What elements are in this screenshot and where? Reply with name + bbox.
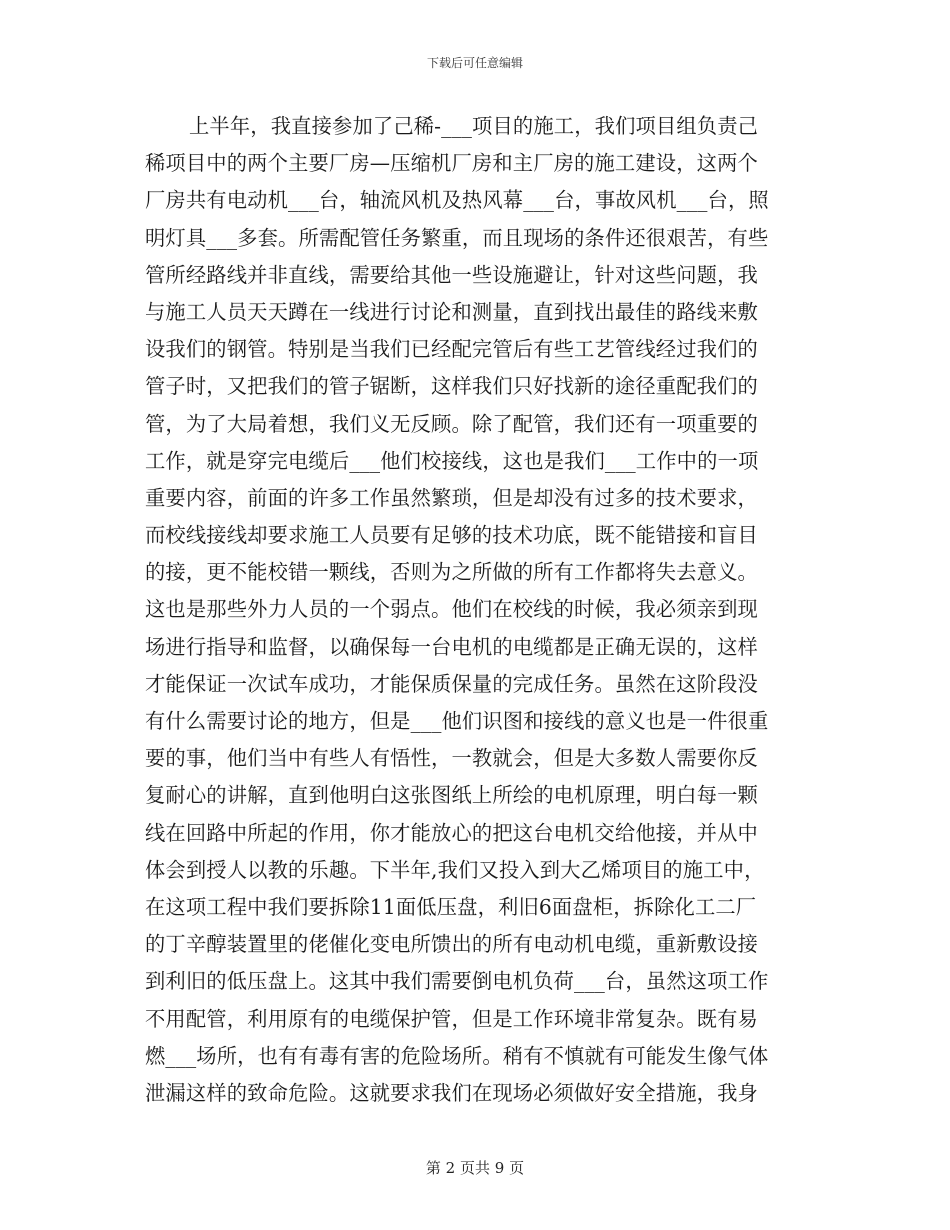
text-line: 场进行指导和监督，以确保每一台电机的电缆都是正确无误的，这样 <box>145 634 758 659</box>
text-line: 这也是那些外力人员的一个弱点。他们在校线的时候，我必须亲到现 <box>145 597 758 622</box>
page-number: 第 2 页共 9 页 <box>425 1159 525 1177</box>
text-line: 有什么需要讨论的地方，但是___他们识图和接线的意义也是一件很重 <box>145 709 769 733</box>
text-line: 而校线接线却要求施工人员要有足够的技术功底，既不能错接和盲目 <box>145 523 758 548</box>
text-line: 上半年，我直接参加了己稀-___项目的施工，我们项目组负责己 <box>189 114 759 138</box>
text-line: 厂房共有电动机___台，轴流风机及热风幕___台，事故风机___台，照 <box>145 188 769 213</box>
text-line: 管，为了大局着想，我们义无反顾。除了配管，我们还有一项重要的 <box>145 411 758 436</box>
text-line: 管子时，又把我们的管子锯断，这样我们只好找新的途径重配我们的 <box>145 374 758 399</box>
text-line: 明灯具___多套。所需配管任务繁重，而且现场的条件还很艰苦，有些 <box>145 225 769 250</box>
text-line: 在这项工程中我们要拆除11面低压盘，利旧6面盘柜，拆除化工二厂 <box>145 894 757 919</box>
text-line: 重要内容，前面的许多工作虽然繁琐，但是却没有过多的技术要求， <box>145 485 758 510</box>
page-header: 下载后可任意编辑 <box>426 56 523 70</box>
text-line: 与施工人员天天蹲在一线进行讨论和测量，直到找出最佳的路线来敷 <box>145 299 758 324</box>
text-line: 的接，更不能校错一颗线，否则为之所做的所有工作都将失去意义。 <box>145 560 758 585</box>
text-line: 到利旧的低压盘上。这其中我们需要倒电机负荷___台，虽然这项工作 <box>145 969 769 994</box>
text-line: 设我们的钢管。特别是当我们已经配完管后有些工艺管线经过我们的 <box>145 337 758 362</box>
body-text <box>145 108 810 1112</box>
text-line: 的丁辛醇装置里的佬催化变电所馈出的所有电动机电缆，重新敷设接 <box>145 932 758 957</box>
text-line: 体会到授人以教的乐趣。下半年,我们又投入到大乙烯项目的施工中， <box>145 857 765 882</box>
text-line: 管所经路线并非直线，需要给其他一些设施避让，针对这些问题，我 <box>145 262 758 287</box>
text-line: 要的事，他们当中有些人有悟性，一教就会，但是大多数人需要你反 <box>145 746 758 771</box>
text-line: 不用配管，利用原有的电缆保护管，但是工作环境非常复杂。既有易 <box>145 1006 758 1031</box>
text-line: 工作，就是穿完电缆后___他们校接线，这也是我们___工作中的一项 <box>145 448 759 473</box>
text-line: 才能保证一次试车成功，才能保质保量的完成任务。虽然在这阶段没 <box>145 671 758 696</box>
text-line: 泄漏这样的致命危险。这就要求我们在现场必须做好安全措施，我身 <box>145 1080 758 1105</box>
text-line: 燃___场所，也有有毒有害的危险场所。稍有不慎就有可能发生像气体 <box>145 1043 769 1068</box>
text-line: 线在回路中所起的作用，你才能放心的把这台电机交给他接，并从中 <box>145 820 758 845</box>
text-line: 复耐心的讲解，直到他明白这张图纸上所绘的电机原理，明白每一颗 <box>145 783 758 808</box>
text-line: 稀项目中的两个主要厂房—压缩机厂房和主厂房的施工建设，这两个 <box>145 151 758 176</box>
